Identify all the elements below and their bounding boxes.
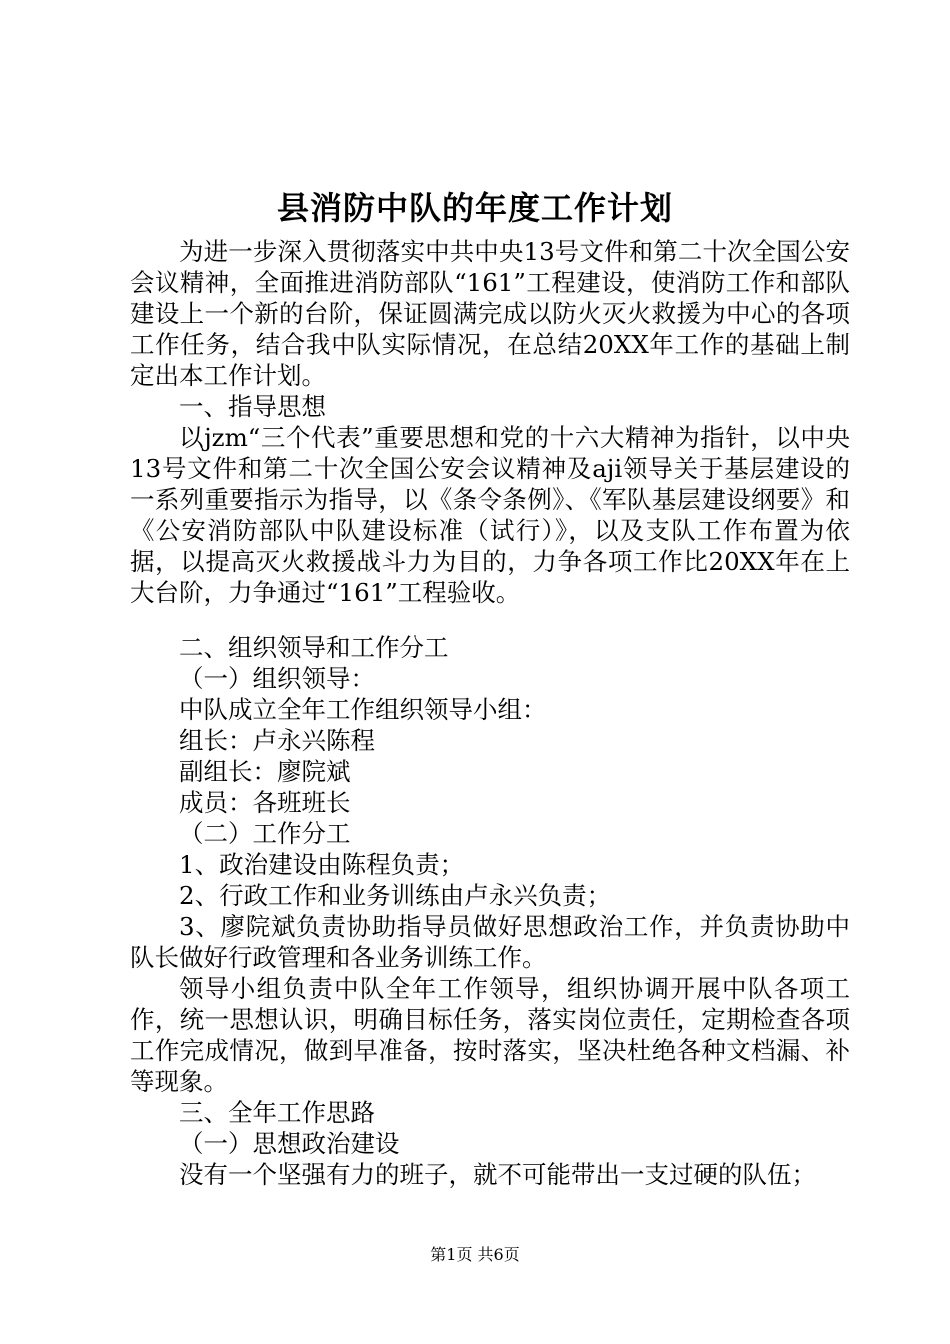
line-group-leader: 组长：卢永兴陈程 xyxy=(179,726,375,755)
list-item-1: 1、政治建设由陈程负责； xyxy=(179,850,465,879)
paragraph-leadership-duties: 领导小组负责中队全年工作领导，组织协调开展中队各项工作，统一思想认识，明确目标任务，落实岗位责任，定期检查各项工作完成情况，做到早准备，按时落实，坚决杜绝各种文档漏、补等现象。 xyxy=(130,974,850,1096)
heading-annual-work-plan: 三、全年工作思路 xyxy=(179,1098,375,1127)
list-item-2: 2、行政工作和业务训练由卢永兴负责； xyxy=(179,881,612,910)
paragraph-intro: 为进一步深入贯彻落实中共中央13号文件和第二十次全国公安会议精神，全面推进消防部队“161”工程建设，使消防工作和部队建设上一个新的台阶，保证圆满完成以防火灭火救援为中心的各项工作任务，结合我中队实际情况，在总结20XX年工作的基础上制定出本工作计划。 xyxy=(130,237,850,390)
document-body xyxy=(130,236,850,1190)
paragraph-gap xyxy=(130,608,850,632)
subheading-leadership: （一）组织领导： xyxy=(179,664,375,693)
paragraph-guiding-ideology: 以jzm“三个代表”重要思想和党的十六大精神为指针，以中央13号文件和第二十次全国公安会议精神及aji领导关于基层建设的一系列重要指示为指导，以《条令条例》、《军队基层建设纲要》和《公安消防部队中队建设标准（试行）》，以及支队工作布置为依据，以提高灭火救援战斗力为目的，力争各项工作比20XX年在上大台阶，力争通过“161”工程验收。 xyxy=(130,423,850,607)
line-leadership-group: 中队成立全年工作组织领导小组： xyxy=(179,695,547,724)
line-deputy-leader: 副组长：廖院斌 xyxy=(179,757,351,786)
line-members: 成员：各班班长 xyxy=(179,788,351,817)
document-title: 县消防中队的年度工作计划 xyxy=(276,189,673,227)
heading-organization: 二、组织领导和工作分工 xyxy=(179,633,449,662)
page-number-footer: 第1页 共6页 xyxy=(430,1245,520,1264)
subheading-political-building: （一）思想政治建设 xyxy=(179,1129,400,1158)
heading-guiding-ideology: 一、指导思想 xyxy=(179,392,326,421)
paragraph-political-building: 没有一个坚强有力的班子，就不可能带出一支过硬的队伍； xyxy=(179,1160,816,1189)
subheading-division-of-work: （二）工作分工 xyxy=(179,819,351,848)
list-item-3: 3、廖院斌负责协助指导员做好思想政治工作，并负责协助中队长做好行政管理和各业务训练工作。 xyxy=(130,912,850,972)
